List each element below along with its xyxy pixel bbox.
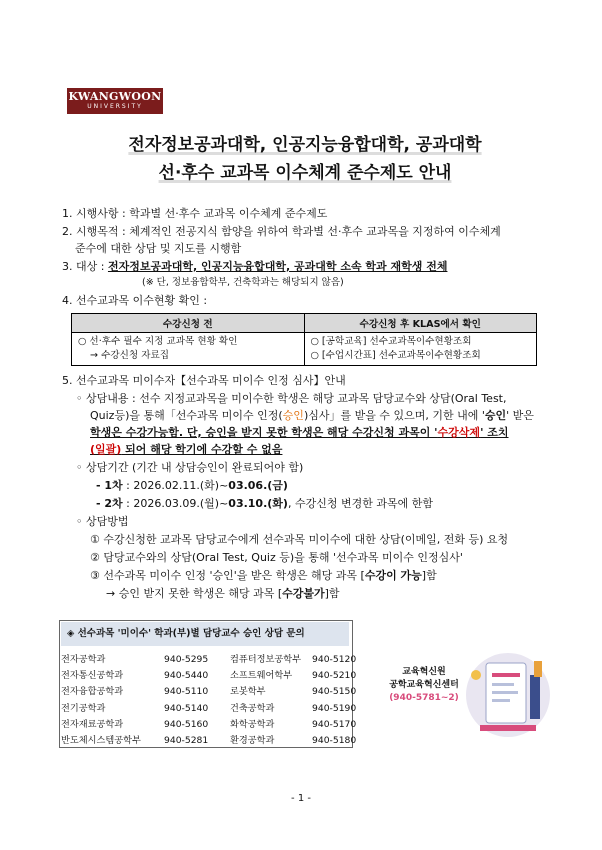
department-name: 전기공학과	[61, 702, 106, 714]
period-2: - 2차 : 2026.03.09.(월)~03.10.(화), 수강신청 변경한 과목에 한함	[96, 497, 433, 510]
table-cell-before	[72, 333, 305, 366]
contact-row	[61, 701, 362, 717]
department-phone: 940-5440	[164, 670, 209, 682]
consult-period-heading: ◦ 상담기간 (기간 내 상담승인이 완료되어야 함)	[76, 461, 304, 474]
consult-content-line4: (일괄) 되어 해당 학기에 수강할 수 없음	[90, 443, 283, 456]
method-1: ① 수강신청한 교과목 담당교수에게 선수과목 미이수에 대한 상담(이메일, 전화 등) 요청	[90, 533, 509, 546]
consult-content-line2: Quiz등)을 통해「선수과목 미이수 인정(승인)심사」를 받을 수 있으며, 기한 내에 '승인' 받은	[90, 409, 534, 422]
department-phone: 940-5160	[164, 718, 209, 730]
department-phone: 940-5170	[312, 718, 357, 730]
contact-row	[61, 684, 362, 700]
department-name: 전자공학과	[61, 654, 106, 665]
title-line2: 선·후수 교과목 이수체계 준수제도 안내	[158, 163, 452, 183]
department-name: 컴퓨터정보공학부	[230, 654, 302, 665]
department-name: 건축공학과	[230, 702, 275, 714]
section-1: 1. 시행사항 : 학과별 선·후수 교과목 이수체계 준수제도	[62, 207, 328, 220]
department-name: 전자재료공학과	[61, 718, 124, 730]
department-name: 환경공학과	[230, 735, 275, 747]
department-phone: 940-5281	[164, 735, 209, 747]
department-name: 전자통신공학과	[61, 670, 124, 682]
department-phone: 940-5210	[312, 670, 357, 682]
section-2-line2: 준수에 대한 상담 및 지도를 시행함	[75, 242, 242, 255]
contact-row	[61, 733, 362, 749]
period-1: - 1차 : 2026.02.11.(화)~03.06.(금)	[96, 479, 288, 492]
title-line1: 전자정보공과대학, 인공지능융합대학, 공과대학	[128, 135, 482, 155]
department-name: 소프트웨어학부	[230, 670, 293, 682]
section-3-target: 전자정보공과대학, 인공지능융합대학, 공과대학 소속 학과 재학생 전체	[107, 260, 448, 273]
table-item: ○ [공학교육] 선수교과목이수현황조회	[310, 336, 472, 347]
university-logo	[67, 88, 163, 114]
table-item: ○ 선·후수 필수 지정 교과목 현황 확인	[78, 336, 238, 347]
section-5-heading: 5. 선수교과목 미이수자【선수과목 미이수 인정 심사】안내	[62, 374, 346, 387]
consult-method-heading: ◦ 상담방법	[76, 515, 129, 528]
consult-content-line1: ◦ 상담내용 : 선수 지정교과목을 미이수한 학생은 해당 교과목 담당교수와 상담(Oral Test,	[76, 392, 507, 405]
section-3-note: (※ 단, 정보융합학부, 건축학과는 해당되지 않음)	[142, 277, 344, 288]
consult-content-line3: 학생은 수강가능함. 단, 승인을 받지 못한 학생은 해당 수강신청 과목이 '수강삭제' 조치	[90, 426, 509, 439]
page-number: - 1 -	[291, 793, 311, 804]
prerequisite-check-table	[71, 313, 537, 366]
department-phone: 940-5180	[312, 735, 357, 747]
center-phone: (940-5781~2)	[389, 693, 459, 703]
center-name: 교육혁신원	[402, 667, 446, 677]
contact-row	[61, 652, 362, 668]
contact-row	[61, 668, 362, 684]
method-3: ③ 선수과목 미이수 인정 '승인'을 받은 학생은 해당 과목 [수강이 가능]함	[90, 569, 437, 582]
logo-line2: UNIVERSITY	[87, 103, 143, 110]
department-name: 로봇학부	[230, 686, 266, 698]
department-phone: 940-5150	[312, 686, 357, 698]
department-phone: 940-5295	[164, 654, 209, 665]
department-phone: 940-5120	[312, 654, 357, 665]
department-phone: 940-5110	[164, 686, 209, 698]
contact-list	[61, 652, 362, 749]
method-2: ② 담당교수와의 상담(Oral Test, Quiz 등)을 통해 '선수과목 미이수 인정심사'	[90, 551, 463, 564]
table-item: → 수강신청 자료집	[90, 350, 170, 361]
center-dept: 공학교육혁신센터	[389, 680, 459, 690]
department-name: 전자융합공학과	[61, 686, 124, 698]
logo-line1: KWANGWOON	[68, 90, 162, 103]
department-phone: 940-5140	[164, 702, 209, 714]
department-name: 화학공학과	[230, 718, 275, 730]
department-name: 반도체시스템공학부	[61, 735, 141, 747]
section-2-line1: 2. 시행목적 : 체계적인 전공지식 함양을 위하여 학과별 선·후수 교과목을 지정하여 이수체계	[62, 225, 501, 238]
contact-box-heading: ◈ 선수과목 '미이수' 학과(부)별 담당교수 승인 상담 문의	[61, 622, 349, 646]
table-item: ○ [수업시간표] 선수교과목이수현황조회	[310, 350, 481, 361]
method-4: → 승인 받지 못한 학생은 해당 과목 [수강불가]함	[106, 587, 340, 600]
table-head-before: 수강신청 전	[72, 314, 305, 333]
table-cell-after	[304, 333, 537, 366]
section-4: 4. 선수교과목 이수현황 확인 :	[62, 294, 208, 307]
department-phone: 940-5190	[312, 702, 357, 714]
contact-row	[61, 717, 362, 733]
section-3: 3. 대상 : 전자정보공과대학, 인공지능융합대학, 공과대학 소속 학과 재학생 전체	[62, 260, 448, 273]
table-head-after: 수강신청 후 KLAS에서 확인	[304, 314, 537, 333]
education-center-contact	[368, 666, 480, 705]
